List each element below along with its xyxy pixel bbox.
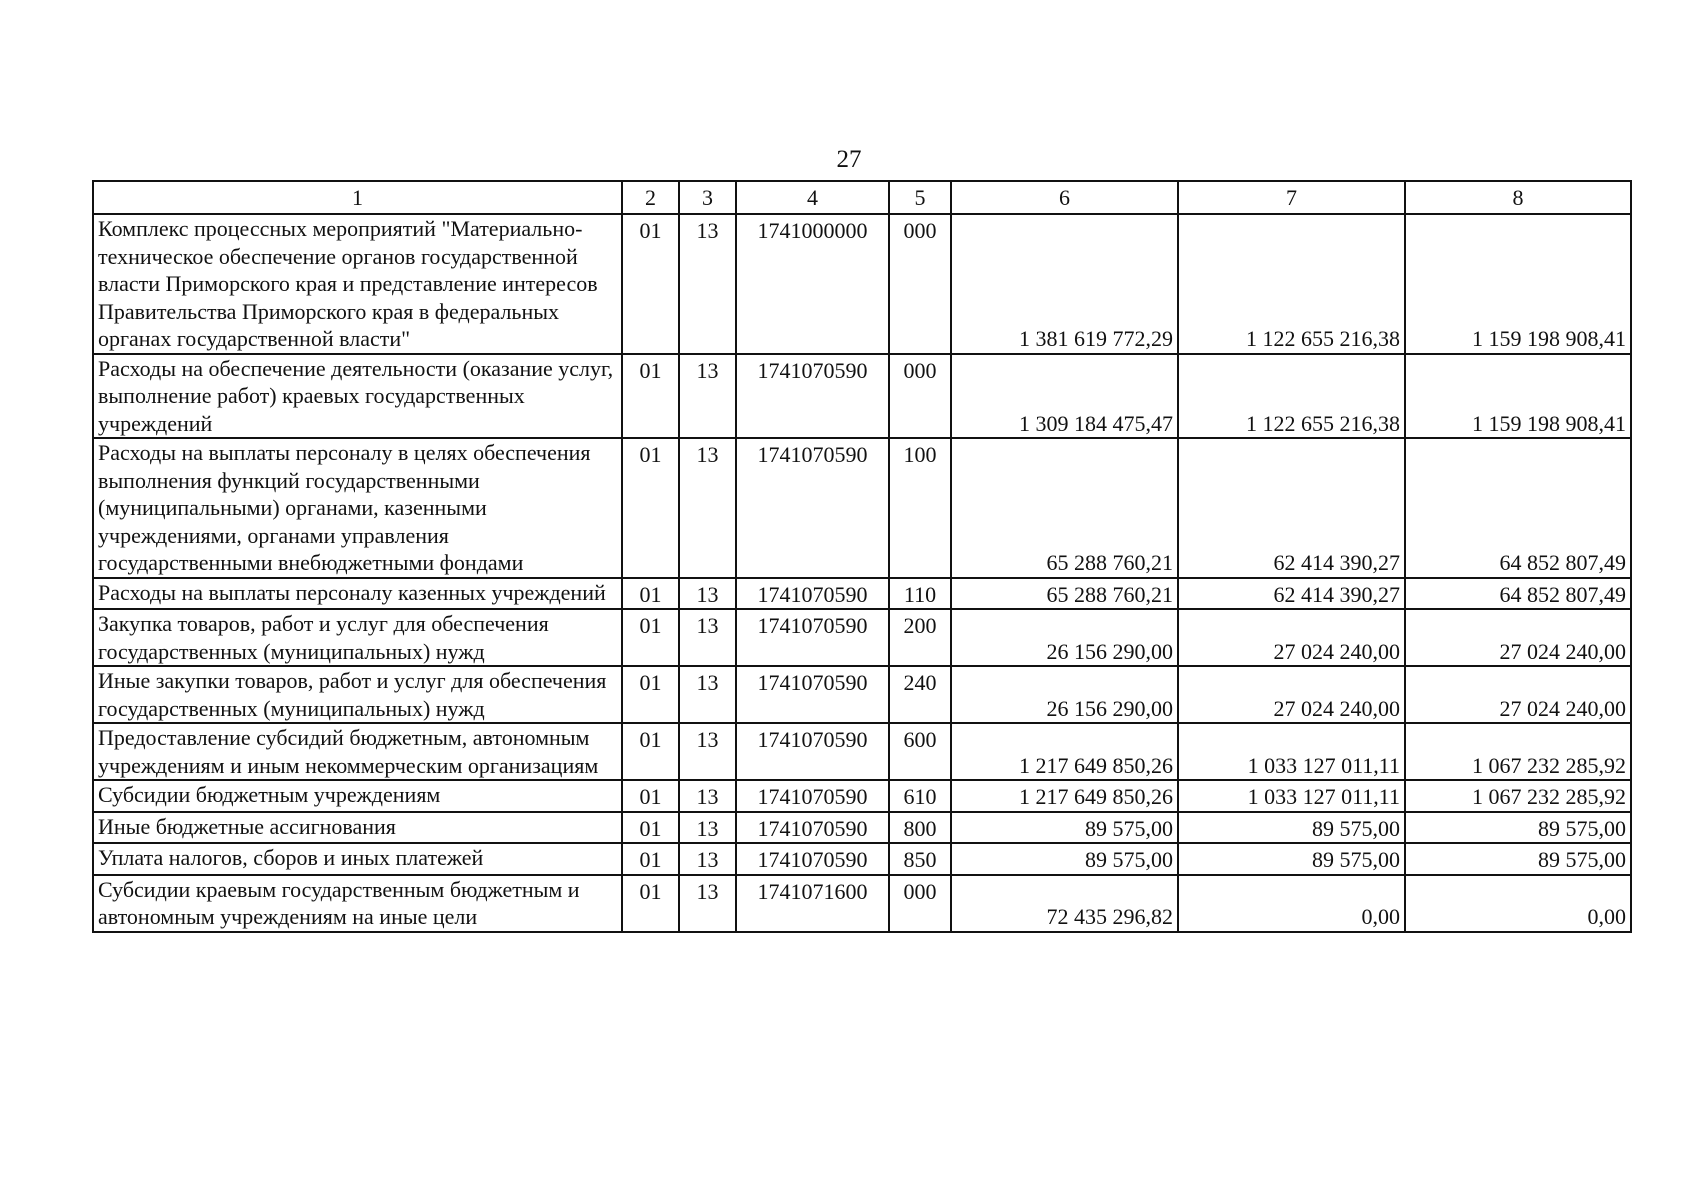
row-sum2-cell: 62 414 390,27 xyxy=(1178,438,1405,578)
row-sum3-cell: 1 067 232 285,92 xyxy=(1405,723,1631,780)
row-rz-cell: 01 xyxy=(622,438,679,578)
row-sum2-cell: 1 122 655 216,38 xyxy=(1178,214,1405,354)
row-sum1-cell: 65 288 760,21 xyxy=(951,578,1178,610)
row-sum1-cell: 26 156 290,00 xyxy=(951,666,1178,723)
table-row xyxy=(93,780,1631,812)
row-sum1-cell: 72 435 296,82 xyxy=(951,875,1178,932)
row-vr-cell: 000 xyxy=(889,875,951,932)
row-sum3-cell: 64 852 807,49 xyxy=(1405,578,1631,610)
row-vr-cell: 610 xyxy=(889,780,951,812)
header-cell-sum3: 8 xyxy=(1405,181,1631,214)
row-rz-cell: 01 xyxy=(622,812,679,844)
row-name-cell: Расходы на выплаты персоналу в целях обеспечения выполнения функций государственными (муниципальными) органами, казенными учреждениями, органами управления государственными внебюджетными фондами xyxy=(93,438,622,578)
row-name-cell: Предоставление субсидий бюджетным, автономным учреждениям и иным некоммерческим организациям xyxy=(93,723,622,780)
row-sum3-cell: 1 067 232 285,92 xyxy=(1405,780,1631,812)
row-rz-cell: 01 xyxy=(622,214,679,354)
row-name-cell: Иные закупки товаров, работ и услуг для обеспечения государственных (муниципальных) нужд xyxy=(93,666,622,723)
row-sum3-cell: 27 024 240,00 xyxy=(1405,666,1631,723)
row-csr-cell: 1741070590 xyxy=(736,812,889,844)
page-number: 27 xyxy=(836,146,862,173)
row-csr-cell: 1741070590 xyxy=(736,666,889,723)
table-row xyxy=(93,214,1631,354)
row-pr-cell: 13 xyxy=(679,214,736,354)
row-csr-cell: 1741070590 xyxy=(736,609,889,666)
row-sum1-cell: 1 217 649 850,26 xyxy=(951,723,1178,780)
row-rz-cell: 01 xyxy=(622,609,679,666)
row-csr-cell: 1741071600 xyxy=(736,875,889,932)
row-sum1-cell: 1 309 184 475,47 xyxy=(951,354,1178,439)
header-cell-csr: 4 xyxy=(736,181,889,214)
row-name-cell: Иные бюджетные ассигнования xyxy=(93,812,622,844)
row-rz-cell: 01 xyxy=(622,875,679,932)
row-vr-cell: 000 xyxy=(889,214,951,354)
row-pr-cell: 13 xyxy=(679,875,736,932)
row-csr-cell: 1741070590 xyxy=(736,438,889,578)
row-sum2-cell: 27 024 240,00 xyxy=(1178,609,1405,666)
row-sum2-cell: 27 024 240,00 xyxy=(1178,666,1405,723)
row-sum2-cell: 1 033 127 011,11 xyxy=(1178,780,1405,812)
table-row xyxy=(93,723,1631,780)
row-sum1-cell: 26 156 290,00 xyxy=(951,609,1178,666)
row-name-cell: Субсидии бюджетным учреждениям xyxy=(93,780,622,812)
row-pr-cell: 13 xyxy=(679,609,736,666)
row-name-cell: Расходы на выплаты персоналу казенных учреждений xyxy=(93,578,622,610)
row-rz-cell: 01 xyxy=(622,843,679,875)
row-sum3-cell: 64 852 807,49 xyxy=(1405,438,1631,578)
row-sum3-cell: 0,00 xyxy=(1405,875,1631,932)
row-sum3-cell: 89 575,00 xyxy=(1405,812,1631,844)
row-vr-cell: 850 xyxy=(889,843,951,875)
table-header-row xyxy=(93,181,1631,214)
row-csr-cell: 1741070590 xyxy=(736,723,889,780)
row-pr-cell: 13 xyxy=(679,666,736,723)
row-vr-cell: 240 xyxy=(889,666,951,723)
row-sum2-cell: 62 414 390,27 xyxy=(1178,578,1405,610)
row-pr-cell: 13 xyxy=(679,578,736,610)
row-pr-cell: 13 xyxy=(679,354,736,439)
table-row xyxy=(93,843,1631,875)
row-vr-cell: 110 xyxy=(889,578,951,610)
table-row xyxy=(93,438,1631,578)
table-row xyxy=(93,875,1631,932)
row-sum2-cell: 1 122 655 216,38 xyxy=(1178,354,1405,439)
row-sum1-cell: 89 575,00 xyxy=(951,812,1178,844)
row-rz-cell: 01 xyxy=(622,354,679,439)
header-cell-pr: 3 xyxy=(679,181,736,214)
row-rz-cell: 01 xyxy=(622,723,679,780)
row-csr-cell: 1741000000 xyxy=(736,214,889,354)
row-sum1-cell: 1 381 619 772,29 xyxy=(951,214,1178,354)
row-sum2-cell: 0,00 xyxy=(1178,875,1405,932)
table-row xyxy=(93,812,1631,844)
row-pr-cell: 13 xyxy=(679,843,736,875)
row-name-cell: Расходы на обеспечение деятельности (оказание услуг, выполнение работ) краевых государственных учреждений xyxy=(93,354,622,439)
row-sum3-cell: 27 024 240,00 xyxy=(1405,609,1631,666)
row-vr-cell: 600 xyxy=(889,723,951,780)
table-row xyxy=(93,609,1631,666)
row-csr-cell: 1741070590 xyxy=(736,780,889,812)
row-sum1-cell: 65 288 760,21 xyxy=(951,438,1178,578)
table-row xyxy=(93,666,1631,723)
row-name-cell: Закупка товаров, работ и услуг для обеспечения государственных (муниципальных) нужд xyxy=(93,609,622,666)
row-name-cell: Комплекс процессных мероприятий "Материально-техническое обеспечение органов государственной власти Приморского края и представление интересов Правительства Приморского края в федеральных органах государственной власти" xyxy=(93,214,622,354)
row-pr-cell: 13 xyxy=(679,723,736,780)
row-pr-cell: 13 xyxy=(679,438,736,578)
row-sum1-cell: 1 217 649 850,26 xyxy=(951,780,1178,812)
row-pr-cell: 13 xyxy=(679,780,736,812)
header-cell-name: 1 xyxy=(93,181,622,214)
table-row xyxy=(93,354,1631,439)
row-vr-cell: 200 xyxy=(889,609,951,666)
row-sum2-cell: 1 033 127 011,11 xyxy=(1178,723,1405,780)
row-sum3-cell: 89 575,00 xyxy=(1405,843,1631,875)
row-sum1-cell: 89 575,00 xyxy=(951,843,1178,875)
header-cell-sum1: 6 xyxy=(951,181,1178,214)
row-sum3-cell: 1 159 198 908,41 xyxy=(1405,354,1631,439)
row-rz-cell: 01 xyxy=(622,780,679,812)
table-row xyxy=(93,578,1631,610)
row-sum3-cell: 1 159 198 908,41 xyxy=(1405,214,1631,354)
row-csr-cell: 1741070590 xyxy=(736,843,889,875)
row-vr-cell: 000 xyxy=(889,354,951,439)
row-vr-cell: 800 xyxy=(889,812,951,844)
row-rz-cell: 01 xyxy=(622,578,679,610)
header-cell-sum2: 7 xyxy=(1178,181,1405,214)
row-csr-cell: 1741070590 xyxy=(736,578,889,610)
row-sum2-cell: 89 575,00 xyxy=(1178,812,1405,844)
header-cell-vr: 5 xyxy=(889,181,951,214)
row-name-cell: Уплата налогов, сборов и иных платежей xyxy=(93,843,622,875)
row-csr-cell: 1741070590 xyxy=(736,354,889,439)
budget-table xyxy=(92,180,1632,933)
header-cell-rz: 2 xyxy=(622,181,679,214)
row-pr-cell: 13 xyxy=(679,812,736,844)
row-sum2-cell: 89 575,00 xyxy=(1178,843,1405,875)
row-rz-cell: 01 xyxy=(622,666,679,723)
row-name-cell: Субсидии краевым государственным бюджетным и автономным учреждениям на иные цели xyxy=(93,875,622,932)
row-vr-cell: 100 xyxy=(889,438,951,578)
